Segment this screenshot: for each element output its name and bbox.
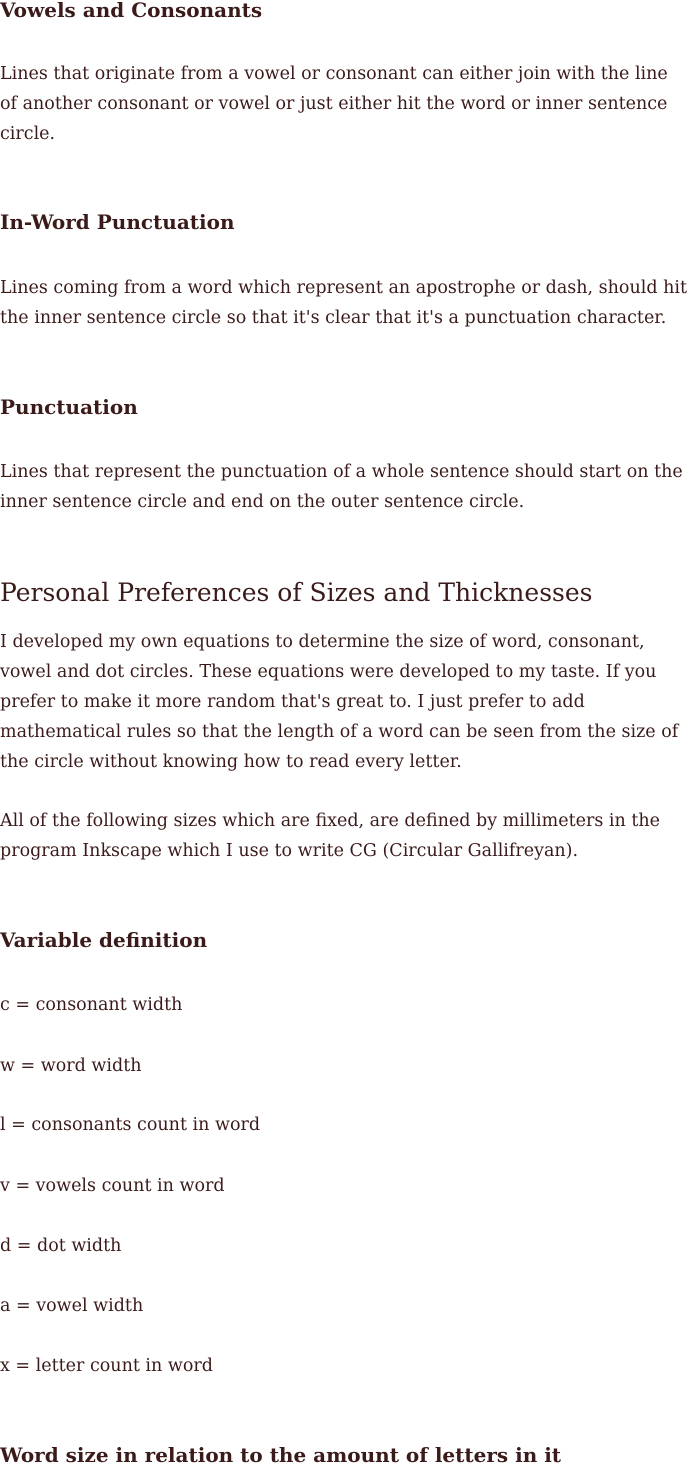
variable-item-d: d = dot width: [0, 1236, 122, 1256]
paragraph-line: Lines coming from a word which represent an apostrophe or dash, should hit: [0, 278, 688, 298]
paragraph-line: Lines that originate from a vowel or consonant can either join with the line: [0, 64, 668, 84]
heading-variable-definition: Variable definition: [0, 928, 208, 952]
heading-in-word-punctuation: In-Word Punctuation: [0, 210, 235, 234]
paragraph-line: Lines that represent the punctuation of a whole sentence should start on the: [0, 462, 683, 482]
variable-item-c: c = consonant width: [0, 995, 183, 1015]
variable-item-x: x = letter count in word: [0, 1356, 213, 1376]
heading-word-size: Word size in relation to the amount of letters in it: [0, 1443, 562, 1467]
paragraph-line: prefer to make it more random that's great to. I just prefer to add: [0, 692, 585, 712]
paragraph-line: vowel and dot circles. These equations were developed to my taste. If you: [0, 662, 657, 682]
variable-item-v: v = vowels count in word: [0, 1176, 225, 1196]
variable-item-a: a = vowel width: [0, 1296, 144, 1316]
paragraph-line: inner sentence circle and end on the outer sentence circle.: [0, 492, 525, 512]
heading-punctuation: Punctuation: [0, 395, 138, 419]
paragraph-line: the inner sentence circle so that it's clear that it's a punctuation character.: [0, 308, 667, 328]
paragraph-line: I developed my own equations to determine the size of word, consonant,: [0, 632, 645, 652]
paragraph-vowels-and-consonants: [0, 59, 668, 149]
paragraph-line: program Inkscape which I use to write CG (Circular Gallifreyan).: [0, 841, 579, 861]
variable-item-l: l = consonants count in word: [0, 1115, 261, 1135]
heading-vowels-and-consonants: Vowels and Consonants: [0, 0, 263, 22]
paragraph-line: All of the following sizes which are fixed, are defined by millimeters in the: [0, 811, 660, 831]
paragraph-line: mathematical rules so that the length of a word can be seen from the size of: [0, 722, 679, 742]
paragraph-punctuation: [0, 457, 683, 517]
variable-item-w: w = word width: [0, 1056, 142, 1076]
paragraph-line: circle.: [0, 124, 56, 144]
paragraph-in-word-punctuation: [0, 273, 687, 333]
paragraph-line: of another consonant or vowel or just either hit the word or inner sentence: [0, 94, 668, 114]
heading-personal-preferences: Personal Preferences of Sizes and Thicknesses: [0, 578, 593, 607]
paragraph-personal-preferences-1: [0, 627, 678, 777]
paragraph-line: the circle without knowing how to read every letter.: [0, 752, 462, 772]
paragraph-personal-preferences-2: [0, 806, 660, 866]
